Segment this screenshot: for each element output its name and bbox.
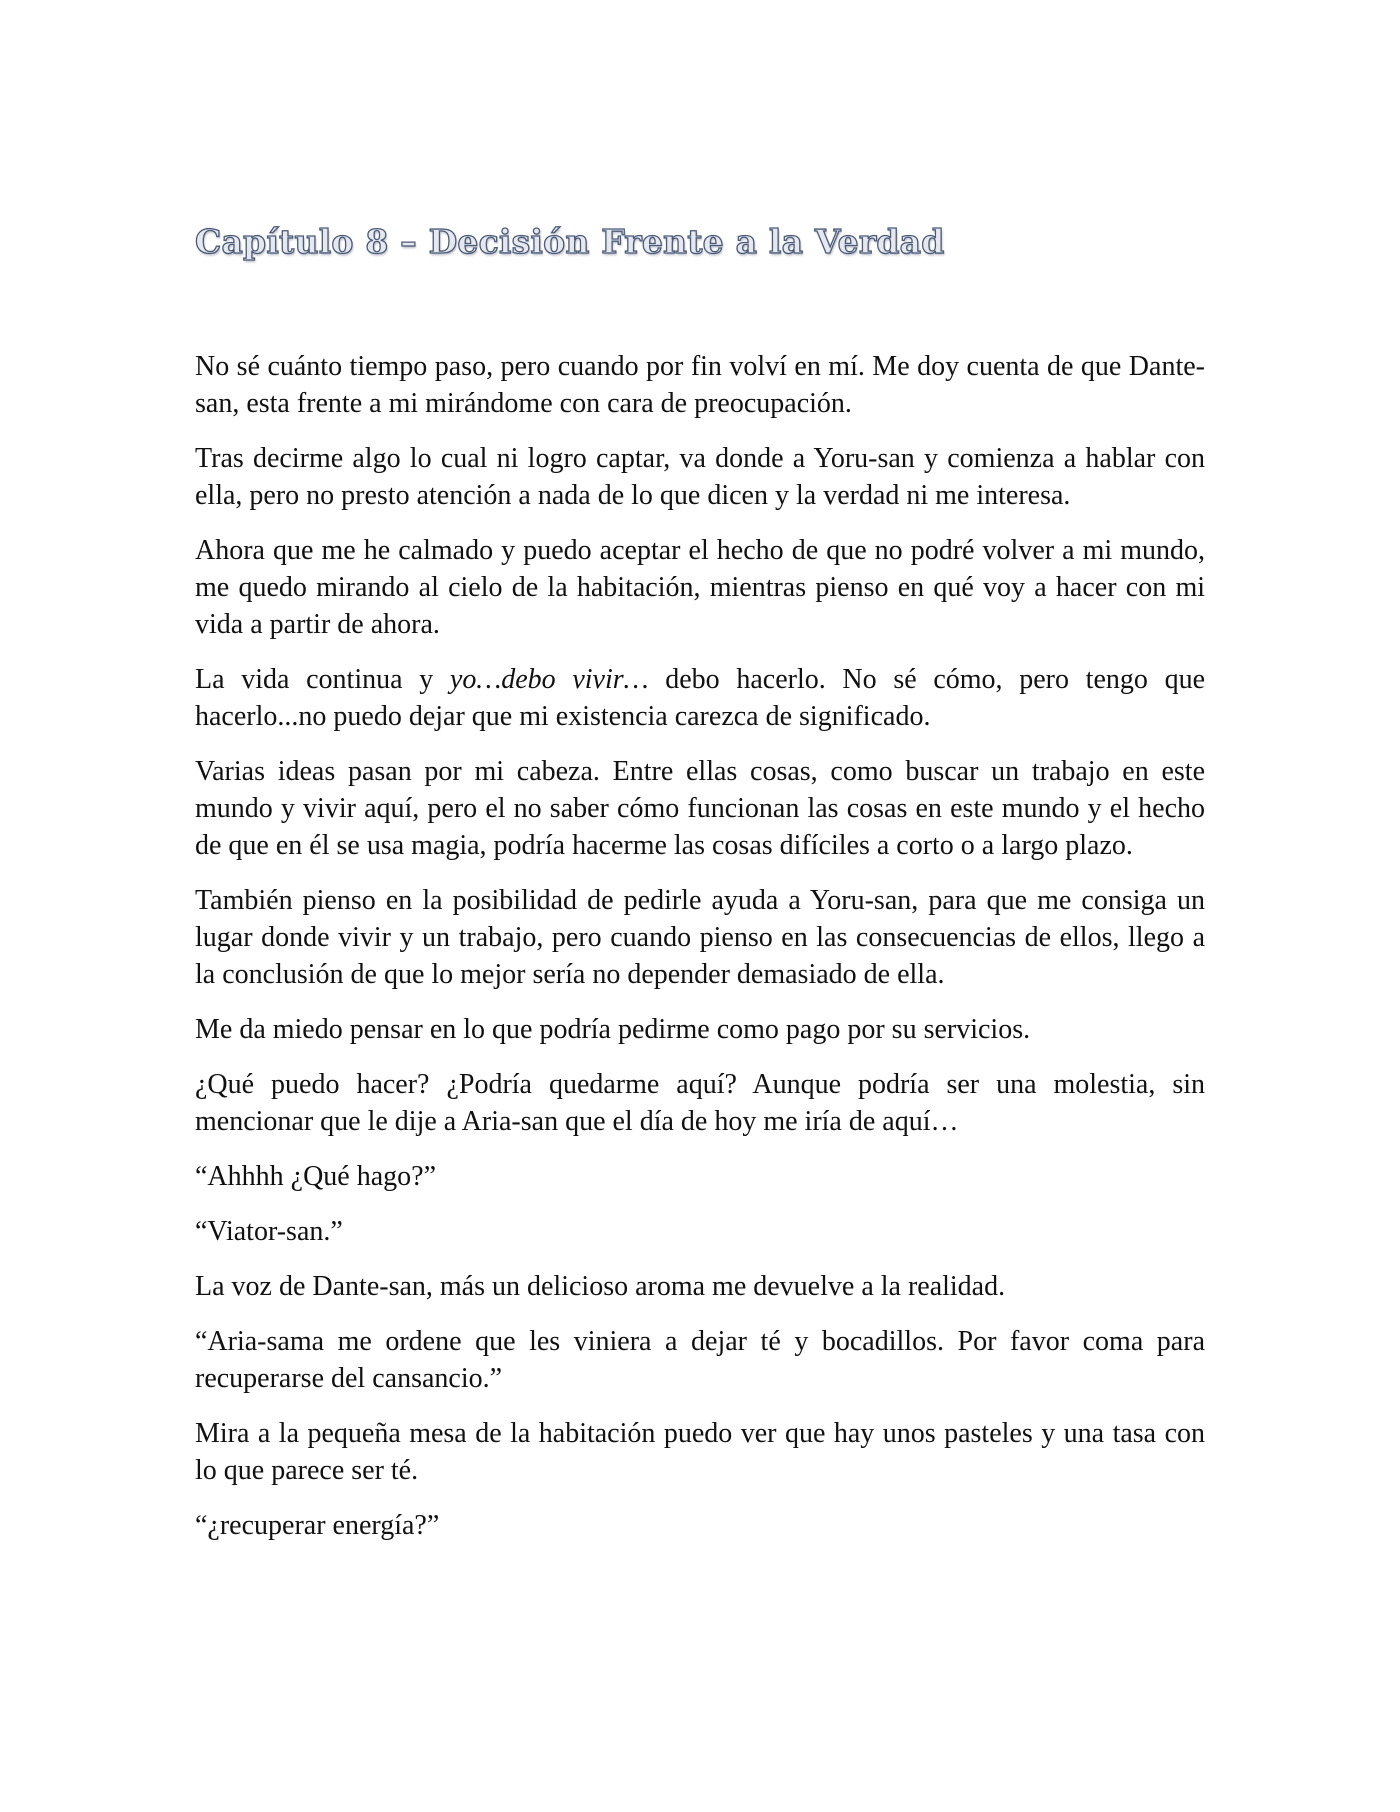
paragraph: ¿Qué puedo hacer? ¿Podría quedarme aquí? Aunque podría ser una molestia, sin mencionar que le dije a Aria-san que el día de hoy me iría de aquí… [195, 1069, 1205, 1137]
paragraph: La voz de Dante-san, más un delicioso aroma me devuelve a la realidad. [195, 1271, 1006, 1302]
paragraph: Me da miedo pensar en lo que podría pedirme como pago por su servicios. [195, 1014, 1031, 1045]
chapter-body [195, 348, 1205, 1562]
paragraph: Varias ideas pasan por mi cabeza. Entre ellas cosas, como buscar un trabajo en este mundo y vivir aquí, pero el no saber cómo funcionan las cosas en este mundo y el hecho de que en él se usa magia, podría hacerme las cosas difíciles a corto o a largo plazo. [195, 756, 1205, 861]
paragraph: También pienso en la posibilidad de pedirle ayuda a Yoru-san, para que me consiga un lugar donde vivir y un trabajo, pero cuando pienso en las consecuencias de ellos, llego a la conclusión de que lo mejor sería no depender demasiado de ella. [195, 885, 1205, 990]
paragraph-with-italic [195, 661, 1205, 735]
chapter-title: Capítulo 8 – Decisión Frente a la Verdad [195, 222, 945, 261]
paragraph: Tras decirme algo lo cual ni logro captar, va donde a Yoru-san y comienza a hablar con ella, pero no presto atención a nada de lo que dicen y la verdad ni me interesa. [195, 443, 1205, 511]
dialogue-line: “Aria-sama me ordene que les viniera a dejar té y bocadillos. Por favor coma para recuperarse del cansancio.” [195, 1326, 1205, 1394]
paragraph: Mira a la pequeña mesa de la habitación puedo ver que hay unos pasteles y una tasa con lo que parece ser té. [195, 1418, 1205, 1486]
paragraph: No sé cuánto tiempo paso, pero cuando por fin volví en mí. Me doy cuenta de que Dante-san, esta frente a mi mirándome con cara de preocupación. [195, 351, 1205, 419]
dialogue-line: “¿recuperar energía?” [195, 1510, 440, 1541]
paragraph-text: debo hacerlo. No sé cómo, pero tengo que hacerlo...no puedo dejar que mi existencia carezca de significado. [195, 664, 1206, 732]
paragraph-text: La vida continua y [195, 664, 450, 695]
paragraph: Ahora que me he calmado y puedo aceptar el hecho de que no podré volver a mi mundo, me quedo mirando al cielo de la habitación, mientras pienso en qué voy a hacer con mi vida a partir de ahora. [195, 535, 1205, 640]
dialogue-line: “Ahhhh ¿Qué hago?” [195, 1161, 437, 1192]
italic-thought: yo…debo vivir… [449, 664, 649, 695]
dialogue-line: “Viator-san.” [195, 1216, 343, 1247]
